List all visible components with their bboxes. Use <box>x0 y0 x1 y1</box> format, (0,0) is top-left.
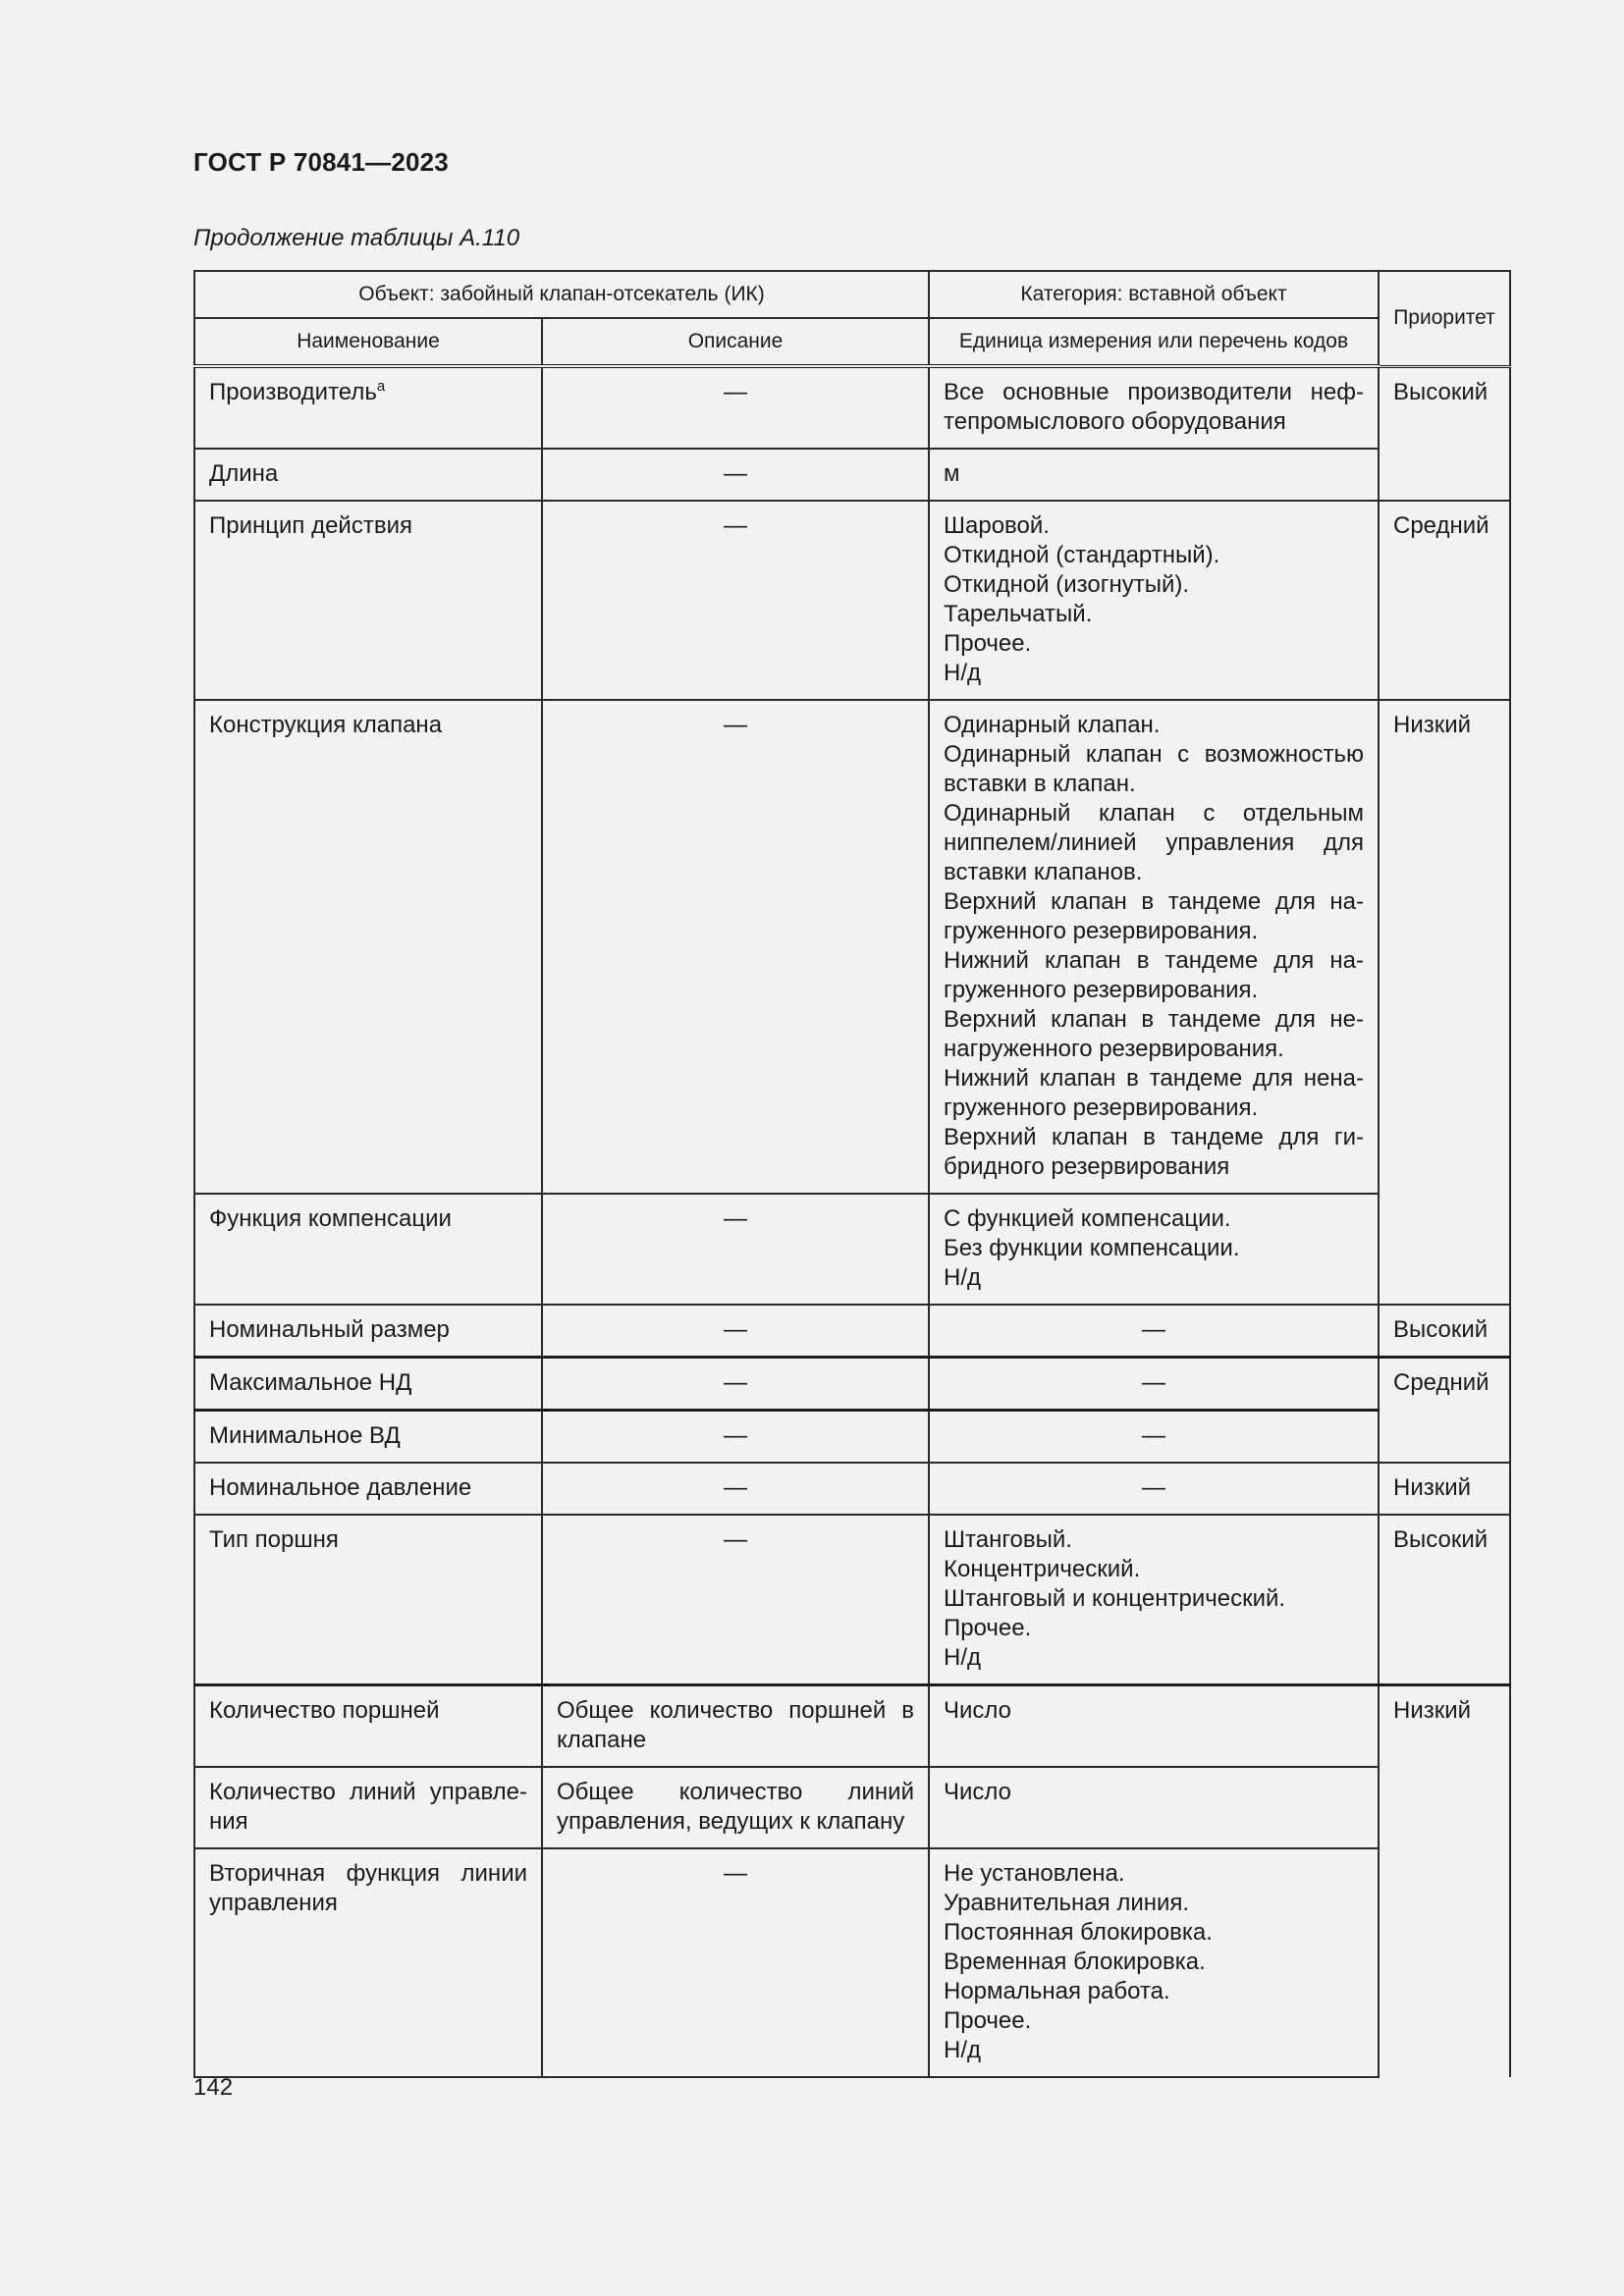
name-column-header: Наименование <box>194 318 542 366</box>
row-description: Общее количество поршней в клапане <box>542 1685 929 1768</box>
row-priority: Низкий <box>1379 1685 1510 2078</box>
table-header-row-1 <box>194 271 1510 318</box>
units-column-header: Единица измерения или перечень кодов <box>929 318 1379 366</box>
row-description: — <box>542 501 929 700</box>
table-row <box>194 501 1510 700</box>
row-units: Не установлена. Уравнительная линия. Постоянная блокировка. Временная блокировка. Нормальная работа. Прочее. Н/д <box>929 1848 1379 2077</box>
row-description: — <box>542 449 929 501</box>
row-priority: Низкий <box>1379 1463 1510 1515</box>
table-row <box>194 700 1510 1194</box>
row-units: Все основные производители неф- тепромыслового оборудования <box>929 366 1379 449</box>
description-column-header: Описание <box>542 318 929 366</box>
row-name: Тип поршня <box>194 1515 542 1685</box>
row-name: Функция компенсации <box>194 1194 542 1305</box>
table-row <box>194 449 1510 501</box>
document-title: ГОСТ Р 70841—2023 <box>193 147 449 177</box>
table-row <box>194 1767 1510 1848</box>
row-units: Штанговый. Концентрический. Штанговый и концентрический. Прочее. Н/д <box>929 1515 1379 1685</box>
row-description: — <box>542 366 929 449</box>
row-description: — <box>542 1515 929 1685</box>
row-name: Минимальное ВД <box>194 1411 542 1464</box>
table-row <box>194 1194 1510 1305</box>
row-description: — <box>542 1463 929 1515</box>
row-units: — <box>929 1305 1379 1358</box>
row-units: Число <box>929 1767 1379 1848</box>
row-name: Длина <box>194 449 542 501</box>
row-units: Шаровой. Откидной (стандартный). Откидной (изогнутый). Тарельчатый. Прочее. Н/д <box>929 501 1379 700</box>
row-units: м <box>929 449 1379 501</box>
table-header-row-2 <box>194 318 1510 366</box>
row-description: — <box>542 1848 929 2077</box>
table-row <box>194 1685 1510 1768</box>
table-caption: Продолжение таблицы А.110 <box>193 225 520 251</box>
table-row <box>194 1515 1510 1685</box>
row-priority: Высокий <box>1379 1515 1510 1685</box>
row-priority: Низкий <box>1379 700 1510 1305</box>
row-description: Общее количество линий управления, ведущих к клапану <box>542 1767 929 1848</box>
row-name: Производитель$^a$ <box>194 366 542 449</box>
row-description: — <box>542 700 929 1194</box>
row-priority: Средний <box>1379 1358 1510 1464</box>
table-row <box>194 1305 1510 1358</box>
table-row <box>194 366 1510 449</box>
row-name: Номинальное давление <box>194 1463 542 1515</box>
row-priority: Высокий <box>1379 1305 1510 1358</box>
row-name: Количество линий управле- ния <box>194 1767 542 1848</box>
table-row <box>194 1848 1510 2077</box>
row-name: Принцип действия <box>194 501 542 700</box>
row-units: — <box>929 1411 1379 1464</box>
row-units: Одинарный клапан. Одинарный клапан с возможностью вставки в клапан. Одинарный клапан с отдельным ниппелем/линией управления для вставки клапанов. Верхний клапан в тандеме для на- груженного резервирования. Нижний клапан в тандеме для на- груженного резервирования. Верхний клапан в тандеме для не- нагруженного резервирования. Нижний клапан в тандеме для нена- груженного резервирования. Верхний клапан в тандеме для ги- бридного резервирования <box>929 700 1379 1194</box>
page-number: 142 <box>193 2074 234 2101</box>
row-description: — <box>542 1358 929 1411</box>
row-units: — <box>929 1358 1379 1411</box>
row-description: — <box>542 1194 929 1305</box>
row-name: Количество поршней <box>194 1685 542 1768</box>
row-units: С функцией компенсации. Без функции компенсации. Н/д <box>929 1194 1379 1305</box>
priority-header: Приоритет <box>1379 271 1510 366</box>
object-header: Объект: забойный клапан-отсекатель (ИК) <box>194 271 929 318</box>
table-row <box>194 1411 1510 1464</box>
row-priority: Средний <box>1379 501 1510 700</box>
row-description: — <box>542 1411 929 1464</box>
row-units: Число <box>929 1685 1379 1768</box>
row-priority: Высокий <box>1379 366 1510 501</box>
table-row <box>194 1463 1510 1515</box>
row-name: Максимальное НД <box>194 1358 542 1411</box>
row-name: Номинальный размер <box>194 1305 542 1358</box>
parameters-table <box>193 270 1511 2078</box>
row-units: — <box>929 1463 1379 1515</box>
table-row <box>194 1358 1510 1411</box>
row-description: — <box>542 1305 929 1358</box>
category-header: Категория: вставной объект <box>929 271 1379 318</box>
row-name: Конструкция клапана <box>194 700 542 1194</box>
row-name: Вторичная функция линии управления <box>194 1848 542 2077</box>
